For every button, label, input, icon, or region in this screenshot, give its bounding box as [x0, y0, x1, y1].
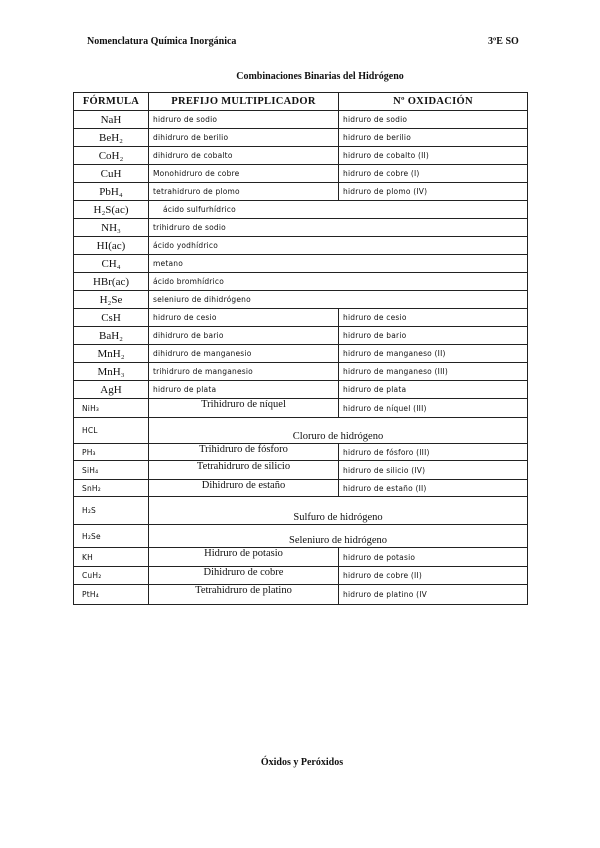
formula-cell: PH₃	[74, 444, 149, 461]
table-row	[74, 525, 528, 548]
oxidation-name-cell: hidruro de platino (IV	[339, 585, 528, 605]
table-row	[74, 444, 528, 461]
header-oxidation: Nº OXIDACIÓN	[339, 93, 528, 111]
formula-cell: H₂Se	[74, 525, 149, 548]
oxidation-name-cell: hidruro de cobalto (II)	[339, 147, 528, 165]
oxidation-name-cell: hidruro de plata	[339, 381, 528, 399]
table-row	[74, 273, 528, 291]
table-row	[74, 461, 528, 480]
compound-name-cell: seleniuro de dihidrógeno	[149, 291, 528, 309]
formula-cell: NiH₃	[74, 399, 149, 418]
table-row	[74, 255, 528, 273]
table-row	[74, 201, 528, 219]
table-row	[74, 111, 528, 129]
oxidation-name-cell: hidruro de cobre (I)	[339, 165, 528, 183]
section-title: Combinaciones Binarias del Hidrógeno	[236, 71, 404, 82]
compound-name-cell: ácido sulfurhídrico	[149, 201, 528, 219]
table-row	[74, 291, 528, 309]
oxidation-name-cell: hidruro de manganeso (II)	[339, 345, 528, 363]
oxidation-name-cell: hidruro de cobre (II)	[339, 567, 528, 585]
oxidation-name-cell: hidruro de silicio (IV)	[339, 461, 528, 480]
formula-cell: NH₃	[74, 219, 149, 237]
header-formula: FÓRMULA	[74, 93, 149, 111]
formula-cell: CoH₂	[74, 147, 149, 165]
formula-cell: MnH₂	[74, 345, 149, 363]
prefix-name-cell: Hidruro de potasio	[149, 548, 339, 567]
oxidation-name-cell: hidruro de sodio	[339, 111, 528, 129]
table-row	[74, 399, 528, 418]
table-row	[74, 497, 528, 525]
prefix-name-cell: hidruro de sodio	[149, 111, 339, 129]
formula-cell: HCL	[74, 418, 149, 444]
oxidation-name-cell: hidruro de plomo (IV)	[339, 183, 528, 201]
formula-cell: HI(ac)	[74, 237, 149, 255]
prefix-name-cell: dihidruro de berilio	[149, 129, 339, 147]
table-row	[74, 585, 528, 605]
document-title: Nomenclatura Química Inorgánica	[87, 36, 237, 47]
table-row	[74, 567, 528, 585]
table-row	[74, 327, 528, 345]
compound-name-cell: ácido bromhídrico	[149, 273, 528, 291]
formula-cell: CuH₂	[74, 567, 149, 585]
prefix-name-cell: dihidruro de manganesio	[149, 345, 339, 363]
table-header-row	[74, 93, 528, 111]
prefix-name-cell: hidruro de plata	[149, 381, 339, 399]
prefix-name-cell: Trihidruro de níquel	[149, 399, 339, 418]
compound-name-cell: trihidruro de sodio	[149, 219, 528, 237]
oxidation-name-cell: hidruro de estaño (II)	[339, 480, 528, 497]
next-section-title: Óxidos y Peróxidos	[260, 757, 344, 768]
formula-cell: HBr(ac)	[74, 273, 149, 291]
table-row	[74, 345, 528, 363]
prefix-name-cell: hidruro de cesio	[149, 309, 339, 327]
compound-name-cell: Cloruro de hidrógeno	[149, 418, 528, 444]
prefix-name-cell: dihidruro de bario	[149, 327, 339, 345]
oxidation-name-cell: hidruro de berilio	[339, 129, 528, 147]
table-row	[74, 381, 528, 399]
compound-name-cell: Sulfuro de hidrógeno	[149, 497, 528, 525]
formula-cell: MnH₃	[74, 363, 149, 381]
formula-cell: CsH	[74, 309, 149, 327]
formula-cell: H₂Se	[74, 291, 149, 309]
formula-cell: CuH	[74, 165, 149, 183]
prefix-name-cell: Monohidruro de cobre	[149, 165, 339, 183]
formula-cell: KH	[74, 548, 149, 567]
formula-cell: PbH₄	[74, 183, 149, 201]
oxidation-name-cell: hidruro de fósforo (III)	[339, 444, 528, 461]
compound-name-cell: ácido yodhídrico	[149, 237, 528, 255]
table-row	[74, 548, 528, 567]
table-row	[74, 165, 528, 183]
table-row	[74, 418, 528, 444]
prefix-name-cell: Tetrahidruro de platino	[149, 585, 339, 605]
oxidation-name-cell: hidruro de níquel (III)	[339, 399, 528, 418]
oxidation-name-cell: hidruro de bario	[339, 327, 528, 345]
formula-cell: H₂S	[74, 497, 149, 525]
nomenclature-table	[73, 92, 528, 605]
prefix-name-cell: Tetrahidruro de silicio	[149, 461, 339, 480]
table-row	[74, 129, 528, 147]
table-row	[74, 480, 528, 497]
formula-cell: H₂S(ac)	[74, 201, 149, 219]
prefix-name-cell: dihidruro de cobalto	[149, 147, 339, 165]
table-row	[74, 237, 528, 255]
table-row	[74, 363, 528, 381]
compound-name-cell: metano	[149, 255, 528, 273]
oxidation-name-cell: hidruro de manganeso (III)	[339, 363, 528, 381]
table-row	[74, 309, 528, 327]
oxidation-name-cell: hidruro de cesio	[339, 309, 528, 327]
formula-cell: BeH₂	[74, 129, 149, 147]
header-prefix: PREFIJO MULTIPLICADOR	[149, 93, 339, 111]
course-label: 3ºE SO	[488, 36, 519, 47]
formula-cell: PtH₄	[74, 585, 149, 605]
formula-cell: BaH₂	[74, 327, 149, 345]
prefix-name-cell: Dihidruro de cobre	[149, 567, 339, 585]
prefix-name-cell: Dihidruro de estaño	[149, 480, 339, 497]
compound-name-cell: Seleniuro de hidrógeno	[149, 525, 528, 548]
prefix-name-cell: tetrahidruro de plomo	[149, 183, 339, 201]
table-row	[74, 183, 528, 201]
table-row	[74, 147, 528, 165]
formula-cell: AgH	[74, 381, 149, 399]
formula-cell: SnH₂	[74, 480, 149, 497]
prefix-name-cell: trihidruro de manganesio	[149, 363, 339, 381]
oxidation-name-cell: hidruro de potasio	[339, 548, 528, 567]
formula-cell: CH₄	[74, 255, 149, 273]
prefix-name-cell: Trihidruro de fósforo	[149, 444, 339, 461]
formula-cell: SiH₄	[74, 461, 149, 480]
formula-cell: NaH	[74, 111, 149, 129]
table-row	[74, 219, 528, 237]
